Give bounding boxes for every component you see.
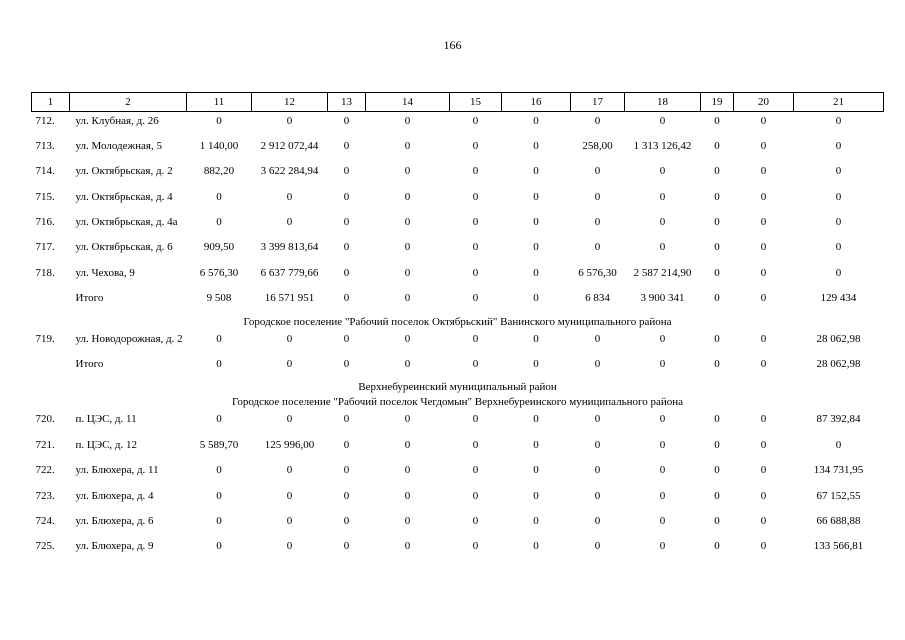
value-cell: 0 (594, 489, 601, 502)
value-cell: 0 (594, 358, 601, 371)
value-cell: 0 (404, 332, 411, 345)
value-cell: 9 508 (206, 292, 232, 305)
value-cell: 0 (835, 165, 842, 178)
row-number: 717. (35, 241, 55, 254)
row-number: 712. (35, 115, 55, 127)
row-number: 721. (35, 438, 55, 451)
value-cell: 0 (343, 216, 350, 229)
value-cell: 0 (659, 115, 666, 127)
value-cell: 0 (472, 292, 479, 305)
value-cell: 0 (760, 464, 767, 477)
value-cell: 0 (404, 292, 411, 305)
total-row (32, 355, 884, 380)
value-cell: 0 (404, 540, 411, 553)
value-cell: 0 (659, 190, 666, 203)
value-cell: 0 (594, 115, 601, 127)
row-number: 719. (35, 332, 55, 345)
section-heading-row (32, 315, 884, 330)
value-cell: 5 589,70 (199, 438, 239, 451)
value-cell: 0 (714, 332, 720, 345)
address-cell: ул. Молодежная, 5 (75, 139, 162, 152)
value-cell: 0 (343, 489, 350, 502)
value-cell: 0 (594, 165, 601, 178)
address-cell: ул. Чехова, 9 (75, 266, 135, 279)
column-header: 21 (794, 93, 884, 112)
column-header: 16 (502, 93, 571, 112)
value-cell: 0 (594, 540, 601, 553)
value-cell: 133 566,81 (813, 540, 864, 553)
value-cell: 0 (404, 464, 411, 477)
value-cell: 0 (404, 358, 411, 371)
value-cell: 0 (533, 514, 539, 527)
value-cell: 2 912 072,44 (260, 139, 319, 152)
value-cell: 0 (659, 358, 666, 371)
address-cell: ул. Октябрьская, д. 4а (75, 216, 178, 229)
value-cell: 129 434 (820, 292, 857, 305)
value-cell: 67 152,55 (816, 489, 861, 502)
address-cell: ул. Новодорожная, д. 2 (75, 332, 183, 345)
value-cell: 0 (533, 216, 539, 229)
row-number: 723. (35, 489, 55, 502)
value-cell: 0 (659, 165, 666, 178)
value-cell: 0 (714, 413, 720, 426)
value-cell: 0 (472, 540, 479, 553)
value-cell: 125 996,00 (264, 438, 315, 451)
table-row (32, 213, 884, 238)
section-heading: Городское поселение "Рабочий поселок Октябрьский" Ванинского муниципального района (243, 315, 672, 328)
value-cell: 0 (594, 332, 601, 345)
value-cell: 0 (533, 438, 539, 451)
column-header: 15 (450, 93, 502, 112)
row-number: 714. (35, 165, 55, 178)
value-cell: 0 (343, 540, 350, 553)
row-number (32, 355, 70, 380)
value-cell: 1 140,00 (199, 139, 239, 152)
value-cell: 0 (216, 413, 222, 426)
value-cell: 0 (835, 216, 842, 229)
table-row (32, 188, 884, 213)
value-cell: 0 (343, 514, 350, 527)
value-cell: 0 (659, 216, 666, 229)
value-cell: 0 (343, 165, 350, 178)
value-cell: 0 (533, 464, 539, 477)
value-cell: 3 622 284,94 (260, 165, 319, 178)
address-cell: ул. Блюхера, д. 4 (75, 489, 154, 502)
value-cell: 0 (533, 165, 539, 178)
value-cell: 0 (404, 241, 411, 254)
value-cell: 0 (533, 190, 539, 203)
section-heading: Верхнебуреинский муниципальный район (358, 381, 557, 394)
table-row (32, 537, 884, 562)
value-cell: 0 (216, 358, 222, 371)
total-row (32, 289, 884, 314)
value-cell: 0 (594, 413, 601, 426)
value-cell: 0 (533, 266, 539, 279)
address-cell: ул. Октябрьская, д. 4 (75, 190, 173, 203)
value-cell: 0 (343, 266, 350, 279)
total-label: Итого (75, 358, 104, 371)
value-cell: 0 (286, 358, 293, 371)
row-number: 713. (35, 139, 55, 152)
value-cell: 0 (760, 115, 767, 127)
value-cell: 0 (760, 332, 767, 345)
column-header: 17 (571, 93, 625, 112)
value-cell: 0 (472, 332, 479, 345)
column-header: 13 (328, 93, 366, 112)
value-cell: 0 (714, 115, 720, 127)
value-cell: 0 (472, 464, 479, 477)
table-row (32, 264, 884, 289)
value-cell: 0 (659, 464, 666, 477)
value-cell: 0 (472, 266, 479, 279)
value-cell: 0 (659, 489, 666, 502)
value-cell: 0 (343, 241, 350, 254)
value-cell: 0 (533, 489, 539, 502)
value-cell: 0 (760, 241, 767, 254)
value-cell: 0 (343, 190, 350, 203)
value-cell: 909,50 (203, 241, 235, 254)
address-cell: ул. Октябрьская, д. 6 (75, 241, 173, 254)
value-cell: 0 (714, 464, 720, 477)
value-cell: 882,20 (203, 165, 235, 178)
value-cell: 0 (714, 514, 720, 527)
value-cell: 0 (286, 464, 293, 477)
value-cell: 0 (594, 190, 601, 203)
value-cell: 16 571 951 (264, 292, 315, 305)
value-cell: 0 (404, 438, 411, 451)
value-cell: 0 (343, 332, 350, 345)
value-cell: 0 (216, 115, 222, 127)
value-cell: 0 (404, 413, 411, 426)
value-cell: 0 (594, 514, 601, 527)
value-cell: 0 (472, 489, 479, 502)
column-header: 18 (625, 93, 701, 112)
value-cell: 0 (760, 413, 767, 426)
value-cell: 0 (594, 241, 601, 254)
value-cell: 0 (714, 292, 720, 305)
value-cell: 0 (533, 413, 539, 426)
table-row (32, 487, 884, 512)
table-row (32, 137, 884, 162)
value-cell: 6 637 779,66 (260, 266, 319, 279)
header-row (32, 93, 884, 112)
value-cell: 0 (286, 332, 293, 345)
value-cell: 3 900 341 (640, 292, 685, 305)
value-cell: 6 576,30 (578, 266, 617, 279)
value-cell: 0 (343, 115, 350, 127)
total-label: Итого (75, 292, 104, 305)
value-cell: 0 (760, 292, 767, 305)
value-cell: 0 (533, 139, 539, 152)
row-number (32, 289, 70, 314)
value-cell: 0 (404, 489, 411, 502)
value-cell: 0 (286, 216, 293, 229)
value-cell: 6 576,30 (199, 266, 239, 279)
value-cell: 0 (714, 190, 720, 203)
value-cell: 0 (216, 514, 222, 527)
value-cell: 0 (216, 464, 222, 477)
value-cell: 2 587 214,90 (633, 266, 692, 279)
value-cell: 0 (659, 438, 666, 451)
value-cell: 0 (216, 489, 222, 502)
column-header: 20 (734, 93, 794, 112)
table-row (32, 512, 884, 537)
value-cell: 0 (714, 216, 720, 229)
table-row (32, 461, 884, 486)
value-cell: 0 (835, 266, 842, 279)
table-row (32, 330, 884, 355)
value-cell: 0 (533, 241, 539, 254)
data-table (31, 92, 884, 563)
value-cell: 0 (216, 216, 222, 229)
value-cell: 0 (760, 216, 767, 229)
value-cell: 0 (594, 216, 601, 229)
value-cell: 0 (714, 266, 720, 279)
address-cell: ул. Блюхера, д. 11 (75, 464, 159, 477)
value-cell: 0 (760, 358, 767, 371)
value-cell: 0 (216, 190, 222, 203)
value-cell: 0 (714, 241, 720, 254)
value-cell: 0 (835, 438, 842, 451)
row-number: 720. (35, 413, 55, 426)
value-cell: 0 (714, 489, 720, 502)
value-cell: 0 (760, 489, 767, 502)
table-row (32, 112, 884, 137)
value-cell: 0 (714, 139, 720, 152)
column-header: 12 (252, 93, 328, 112)
value-cell: 0 (835, 190, 842, 203)
section-heading-row (32, 395, 884, 410)
value-cell: 87 392,84 (816, 413, 861, 426)
value-cell: 0 (343, 438, 350, 451)
value-cell: 0 (714, 165, 720, 178)
value-cell: 0 (533, 358, 539, 371)
value-cell: 1 313 126,42 (633, 139, 692, 152)
table-row (32, 436, 884, 461)
row-number: 722. (35, 464, 55, 477)
page-number: 166 (443, 38, 462, 52)
value-cell: 0 (286, 413, 293, 426)
value-cell: 0 (533, 115, 539, 127)
column-header: 11 (187, 93, 252, 112)
value-cell: 0 (659, 540, 666, 553)
value-cell: 0 (404, 216, 411, 229)
value-cell: 0 (472, 514, 479, 527)
value-cell: 0 (404, 190, 411, 203)
value-cell: 0 (760, 540, 767, 553)
table-row (32, 162, 884, 187)
value-cell: 0 (594, 464, 601, 477)
value-cell: 0 (343, 464, 350, 477)
address-cell: п. ЦЭС, д. 11 (75, 413, 137, 426)
value-cell: 0 (472, 165, 479, 178)
value-cell: 0 (404, 165, 411, 178)
value-cell: 0 (760, 438, 767, 451)
value-cell: 0 (216, 540, 222, 553)
value-cell: 0 (533, 292, 539, 305)
value-cell: 0 (472, 190, 479, 203)
value-cell: 0 (760, 190, 767, 203)
value-cell: 0 (714, 358, 720, 371)
value-cell: 0 (533, 540, 539, 553)
value-cell: 0 (343, 413, 350, 426)
value-cell: 0 (472, 358, 479, 371)
address-cell: ул. Октябрьская, д. 2 (75, 165, 173, 178)
value-cell: 66 688,88 (816, 514, 861, 527)
value-cell: 0 (835, 115, 842, 127)
value-cell: 0 (343, 358, 350, 371)
value-cell: 6 834 (585, 292, 610, 305)
value-cell: 258,00 (582, 139, 613, 152)
column-header: 2 (70, 93, 187, 112)
value-cell: 0 (404, 115, 411, 127)
value-cell: 3 399 813,64 (260, 241, 319, 254)
row-number: 724. (35, 514, 55, 527)
value-cell: 0 (659, 332, 666, 345)
column-header: 1 (32, 93, 70, 112)
row-number: 725. (35, 540, 55, 553)
address-cell: ул. Блюхера, д. 9 (75, 540, 154, 553)
address-cell: ул. Клубная, д. 26 (75, 115, 159, 127)
value-cell: 0 (404, 266, 411, 279)
address-cell: ул. Блюхера, д. 6 (75, 514, 154, 527)
row-number: 718. (35, 266, 55, 279)
value-cell: 0 (286, 190, 293, 203)
value-cell: 0 (533, 332, 539, 345)
value-cell: 0 (659, 514, 666, 527)
value-cell: 0 (472, 438, 479, 451)
value-cell: 0 (714, 540, 720, 553)
value-cell: 28 062,98 (816, 332, 861, 345)
table-body (32, 112, 884, 563)
value-cell: 0 (343, 292, 350, 305)
value-cell: 0 (286, 514, 293, 527)
value-cell: 0 (714, 438, 720, 451)
column-header: 14 (366, 93, 450, 112)
value-cell: 134 731,95 (813, 464, 864, 477)
section-heading-row (32, 380, 884, 395)
value-cell: 0 (760, 514, 767, 527)
value-cell: 0 (760, 139, 767, 152)
column-header: 19 (701, 93, 734, 112)
row-number: 715. (35, 190, 55, 203)
value-cell: 0 (835, 139, 842, 152)
table-row (32, 238, 884, 263)
value-cell: 0 (404, 139, 411, 152)
value-cell: 0 (760, 266, 767, 279)
value-cell: 0 (472, 241, 479, 254)
value-cell: 0 (343, 139, 350, 152)
value-cell: 0 (659, 413, 666, 426)
row-number: 716. (35, 216, 55, 229)
value-cell: 0 (286, 540, 293, 553)
value-cell: 28 062,98 (816, 358, 861, 371)
value-cell: 0 (286, 115, 293, 127)
value-cell: 0 (216, 332, 222, 345)
value-cell: 0 (404, 514, 411, 527)
value-cell: 0 (472, 413, 479, 426)
table-row (32, 410, 884, 435)
value-cell: 0 (835, 241, 842, 254)
value-cell: 0 (659, 241, 666, 254)
section-heading: Городское поселение "Рабочий поселок Чегдомын" Верхнебуреинского муниципального района (231, 396, 684, 409)
value-cell: 0 (472, 216, 479, 229)
value-cell: 0 (286, 489, 293, 502)
value-cell: 0 (594, 438, 601, 451)
value-cell: 0 (760, 165, 767, 178)
value-cell: 0 (472, 139, 479, 152)
address-cell: п. ЦЭС, д. 12 (75, 438, 138, 451)
value-cell: 0 (472, 115, 479, 127)
